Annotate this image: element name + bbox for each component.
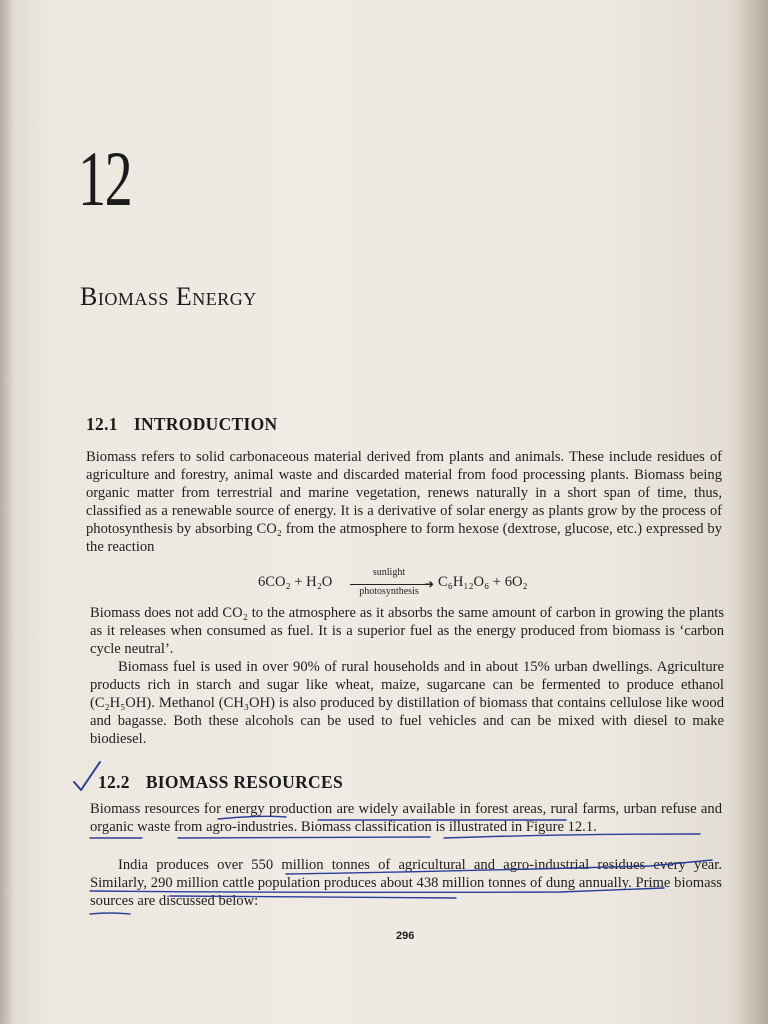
- page-number: 296: [396, 930, 415, 942]
- equation-products: C₆H₁₂O₆ + 6O₂: [438, 574, 528, 590]
- section-title: INTRODUCTION: [133, 414, 278, 434]
- india-residues-paragraph: India produces over 550 million tonnes of agricultural and agro-industrial residues every year. Similarly, 290 million cattle population produces about 438 million tonnes of dung annually. Prime biomass sources are discussed below:: [90, 857, 722, 909]
- underline-mark: [178, 837, 430, 838]
- arrow-shaft: [350, 584, 428, 585]
- arrow-condition-top: sunlight: [372, 567, 406, 578]
- reaction-arrow: [350, 566, 434, 602]
- section-title: BIOMASS RESOURCES: [145, 772, 343, 792]
- carbon-neutral-paragraph: Biomass does not add CO₂ to the atmosphere as it absorbs the same amount of carbon in growing the plants as it releases when consumed as fuel. It is a superior fuel as the energy produced from biomass is ‘carbon cycle neutral’.: [90, 605, 724, 657]
- biomass-fuel-paragraph: Biomass fuel is used in over 90% of rural households and in about 15% urban dwellings. Agriculture products rich in starch and sugar like wheat, maize, sugarcane can be fermented to produce ethanol (C₂H₅OH). Methanol (CH₃OH) is also produced by distillation of biomass that contains cellulose like wood and bagasse. Both these alcohols can be used to fuel vehicles and can be mixed with diesel to make biodiesel.: [90, 659, 724, 747]
- intro-paragraph: Biomass refers to solid carbonaceous material derived from plants and animals. These include residues of agriculture and forestry, animal waste and discarded material from food processing plants. Biomass being organic matter from terrestrial and marine vegetation, renews naturally in a short span of time, thus, classified as a renewable source of energy. It is a derivative of solar energy as plants grow by the process of photosynthesis by absorbing CO₂ from the atmosphere to form hexose (dextrose, glucose, etc.) expressed by the reaction: [86, 449, 722, 555]
- page-spine-shadow: [0, 0, 14, 1024]
- section-heading-biomass-resources: [98, 772, 343, 793]
- resources-paragraph: Biomass resources for energy production are widely available in forest areas, rural farms, urban refuse and organic waste from agro-industries. Biomass classification is illustrated in Figure 12.1.: [90, 801, 722, 835]
- arrow-condition-bottom: photosynthesis: [359, 586, 419, 597]
- chapter-title: Biomass Energy: [80, 282, 257, 311]
- section-number: 12.2: [98, 772, 130, 792]
- photosynthesis-equation: [258, 566, 618, 602]
- section-number: 12.1: [86, 414, 118, 434]
- section-heading-introduction: [86, 414, 277, 435]
- arrow-head-icon: ➜: [424, 577, 435, 591]
- underline-mark: [90, 913, 130, 914]
- chapter-number: 12: [78, 135, 132, 222]
- equation-reactants: 6CO₂ + H₂O: [258, 574, 333, 590]
